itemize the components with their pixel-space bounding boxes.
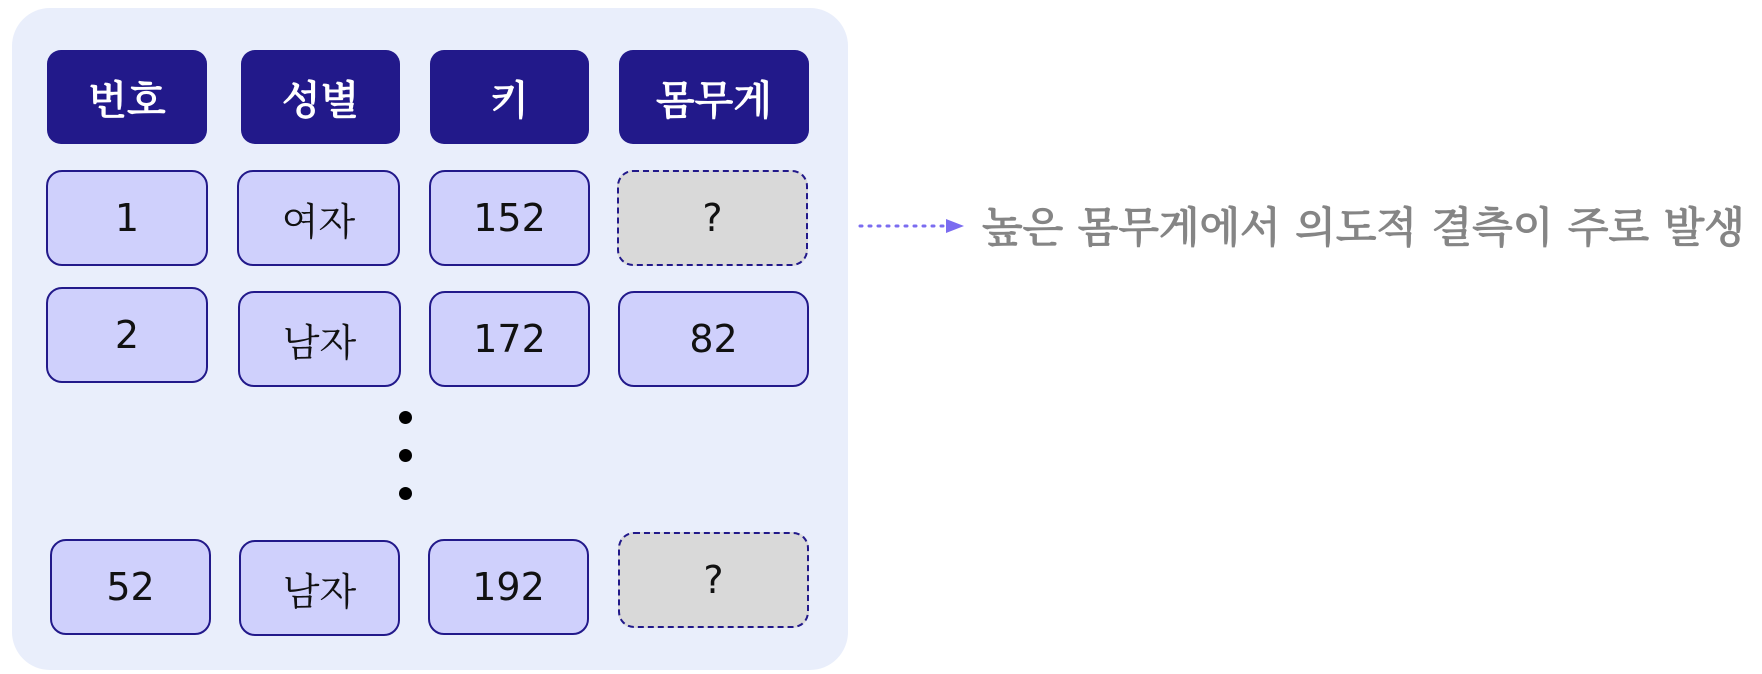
row52-weight-missing-cell: ?	[618, 532, 809, 628]
row1-weight-missing-cell: ?	[617, 170, 808, 266]
row52-sex-cell: 남자	[239, 540, 400, 636]
header-weight: 몸무게	[619, 50, 809, 144]
annotation-text: 높은 몸무게에서 의도적 결측이 주로 발생	[982, 203, 1745, 252]
dotted-arrow-icon	[858, 216, 966, 236]
row1-sex-cell: 여자	[237, 170, 400, 266]
ellipsis-dot	[399, 449, 412, 462]
ellipsis-dot	[399, 411, 412, 424]
header-height: 키	[430, 50, 589, 144]
row2-weight-cell: 82	[618, 291, 809, 387]
row52-height-cell: 192	[428, 539, 589, 635]
row2-sex-cell: 남자	[238, 291, 401, 387]
row1-height-cell: 152	[429, 170, 590, 266]
header-number: 번호	[47, 50, 207, 144]
row2-number-cell: 2	[46, 287, 208, 383]
ellipsis-dot	[399, 487, 412, 500]
row2-height-cell: 172	[429, 291, 590, 387]
header-sex: 성별	[241, 50, 400, 144]
row52-number-cell: 52	[50, 539, 211, 635]
row1-number-cell: 1	[46, 170, 208, 266]
